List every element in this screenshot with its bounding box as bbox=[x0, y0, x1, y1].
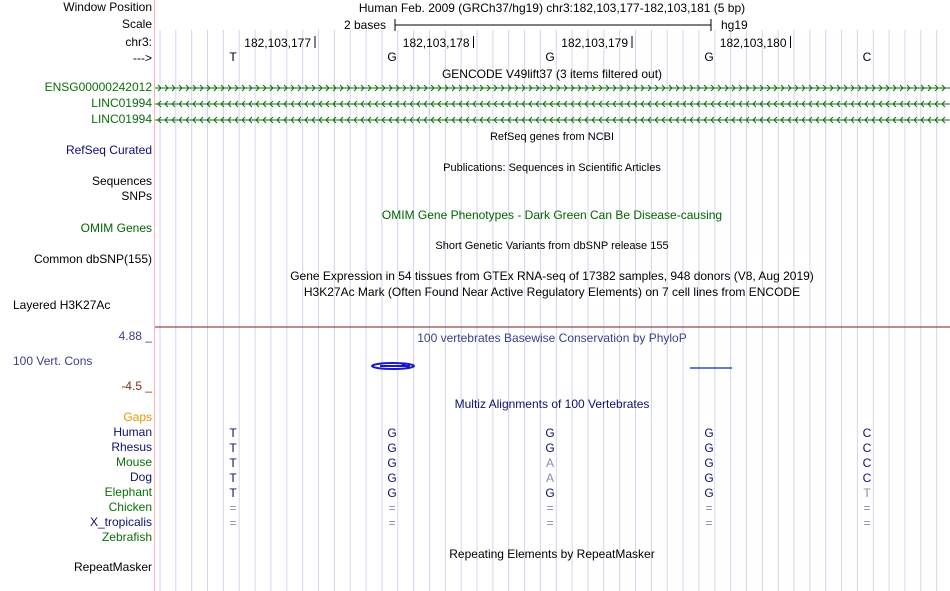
multiz-species-row bbox=[229, 471, 871, 485]
multiz-base: G bbox=[387, 441, 397, 455]
ruler-position-label: 182,103,177 bbox=[244, 36, 311, 50]
species-label-human: Human bbox=[113, 425, 152, 439]
phylop-title: 100 vertebrates Basewise Conservation by PhyloP bbox=[417, 331, 687, 345]
multiz-species-row bbox=[229, 456, 871, 470]
scale-value: 2 bases bbox=[344, 18, 387, 32]
h3k27ac-track-label[interactable]: Layered H3K27Ac bbox=[13, 298, 111, 312]
reference-bases bbox=[229, 50, 871, 64]
gencode-gene-rows bbox=[155, 85, 950, 123]
refseq-track-label[interactable]: RefSeq Curated bbox=[65, 143, 152, 157]
multiz-base: T bbox=[229, 471, 237, 485]
reference-base: C bbox=[862, 50, 872, 64]
multiz-base: G bbox=[387, 486, 397, 500]
multiz-base: C bbox=[862, 471, 872, 485]
dbsnp-title: Short Genetic Variants from dbSNP release 155 bbox=[435, 240, 669, 252]
repeatmasker-title: Repeating Elements by RepeatMasker bbox=[449, 547, 655, 561]
multiz-base: T bbox=[229, 441, 237, 455]
multiz-base: = bbox=[388, 501, 396, 515]
species-label-rhesus: Rhesus bbox=[111, 440, 152, 454]
multiz-base: A bbox=[545, 456, 555, 470]
gtex-title: Gene Expression in 54 tissues from GTEx RNA-seq of 17382 samples, 948 donors (V8, Aug 2019) bbox=[290, 269, 814, 283]
multiz-base: G bbox=[387, 426, 397, 440]
multiz-base: G bbox=[704, 486, 714, 500]
phylop-max-label: 4.88 _ bbox=[118, 329, 152, 343]
gencode-label-linc-2[interactable]: LINC01994 bbox=[91, 112, 152, 126]
species-label-dog: Dog bbox=[129, 470, 152, 484]
multiz-base: G bbox=[545, 441, 555, 455]
multiz-base: = bbox=[863, 501, 871, 515]
multiz-base: G bbox=[704, 426, 714, 440]
gaps-label: Gaps bbox=[123, 410, 152, 424]
multiz-base: C bbox=[862, 441, 872, 455]
species-label-chicken: Chicken bbox=[108, 500, 152, 514]
species-label-xtropicalis: X_tropicalis bbox=[89, 515, 152, 529]
multiz-base: = bbox=[546, 501, 554, 515]
multiz-base: T bbox=[229, 456, 237, 470]
multiz-base: T bbox=[229, 426, 237, 440]
gencode-gene-row bbox=[155, 117, 950, 123]
species-label-mouse: Mouse bbox=[115, 455, 152, 469]
window-position-value: Human Feb. 2009 (GRCh37/hg19) chr3:182,103,177-182,103,181 (5 bp) bbox=[358, 1, 746, 15]
strand-label: ---> bbox=[133, 51, 152, 65]
phylop-track-label[interactable]: 100 Vert. Cons bbox=[13, 354, 93, 368]
reference-base: G bbox=[387, 50, 397, 64]
omim-title: OMIM Gene Phenotypes - Dark Green Can Be Disease-causing bbox=[381, 208, 723, 222]
phylop-mark-g-stroke bbox=[380, 364, 410, 368]
multiz-base: C bbox=[862, 456, 872, 470]
multiz-base: G bbox=[704, 456, 714, 470]
species-label-zebrafish: Zebrafish bbox=[101, 530, 152, 544]
multiz-base: = bbox=[705, 516, 713, 530]
multiz-title: Multiz Alignments of 100 Vertebrates bbox=[454, 397, 650, 411]
multiz-base: C bbox=[862, 426, 872, 440]
multiz-species-row bbox=[229, 501, 870, 515]
scale-assembly: hg19 bbox=[721, 18, 748, 32]
multiz-species-row bbox=[229, 441, 871, 455]
phylop-glyphs bbox=[372, 363, 732, 369]
multiz-base: = bbox=[705, 501, 713, 515]
multiz-base: = bbox=[229, 501, 237, 515]
ruler-position-label: 182,103,180 bbox=[719, 36, 787, 50]
publications-title: Publications: Sequences in Scientific Articles bbox=[443, 162, 661, 174]
multiz-base: G bbox=[387, 456, 397, 470]
gencode-label-linc-1[interactable]: LINC01994 bbox=[91, 96, 152, 110]
window-position-label: Window Position bbox=[63, 0, 152, 14]
multiz-base: G bbox=[545, 486, 555, 500]
multiz-base: T bbox=[229, 486, 237, 500]
dbsnp-track-label[interactable]: Common dbSNP(155) bbox=[33, 252, 152, 266]
multiz-base: = bbox=[388, 516, 396, 530]
h3k27ac-title: H3K27Ac Mark (Often Found Near Active Regulatory Elements) on 7 cell lines from ENCODE bbox=[303, 285, 801, 299]
multiz-base: = bbox=[863, 516, 871, 530]
repeatmasker-track-label[interactable]: RepeatMasker bbox=[73, 560, 152, 574]
multiz-base: G bbox=[387, 471, 397, 485]
sequences-track-label[interactable]: Sequences bbox=[91, 174, 152, 188]
multiz-base: = bbox=[546, 516, 554, 530]
refseq-title: RefSeq genes from NCBI bbox=[489, 131, 615, 143]
reference-base: T bbox=[229, 50, 237, 64]
ruler-position-label: 182,103,179 bbox=[561, 36, 628, 50]
snps-track-label[interactable]: SNPs bbox=[121, 189, 152, 203]
multiz-species-row bbox=[229, 486, 871, 500]
gencode-title: GENCODE V49lift37 (3 items filtered out) bbox=[441, 67, 663, 81]
gencode-gene-row bbox=[155, 85, 950, 91]
reference-base: G bbox=[704, 50, 714, 64]
multiz-alignment-rows bbox=[229, 426, 871, 530]
multiz-base: G bbox=[704, 441, 714, 455]
omim-track-label[interactable]: OMIM Genes bbox=[80, 221, 152, 235]
coordinate-ruler bbox=[244, 36, 790, 50]
reference-base: G bbox=[545, 50, 555, 64]
chrom-label: chr3: bbox=[125, 35, 152, 49]
ruler-position-label: 182,103,178 bbox=[402, 36, 470, 50]
multiz-species-row bbox=[229, 516, 870, 530]
gencode-gene-row bbox=[155, 101, 950, 107]
gencode-label-ensg[interactable]: ENSG00000242012 bbox=[44, 80, 152, 94]
scale-label: Scale bbox=[121, 17, 152, 31]
multiz-base: A bbox=[545, 471, 555, 485]
multiz-base: G bbox=[704, 471, 714, 485]
species-label-elephant: Elephant bbox=[104, 485, 152, 499]
multiz-species-row bbox=[229, 426, 871, 440]
multiz-base: = bbox=[229, 516, 237, 530]
multiz-base: G bbox=[545, 426, 555, 440]
multiz-base: T bbox=[863, 486, 871, 500]
phylop-min-label: -4.5 _ bbox=[121, 379, 152, 393]
